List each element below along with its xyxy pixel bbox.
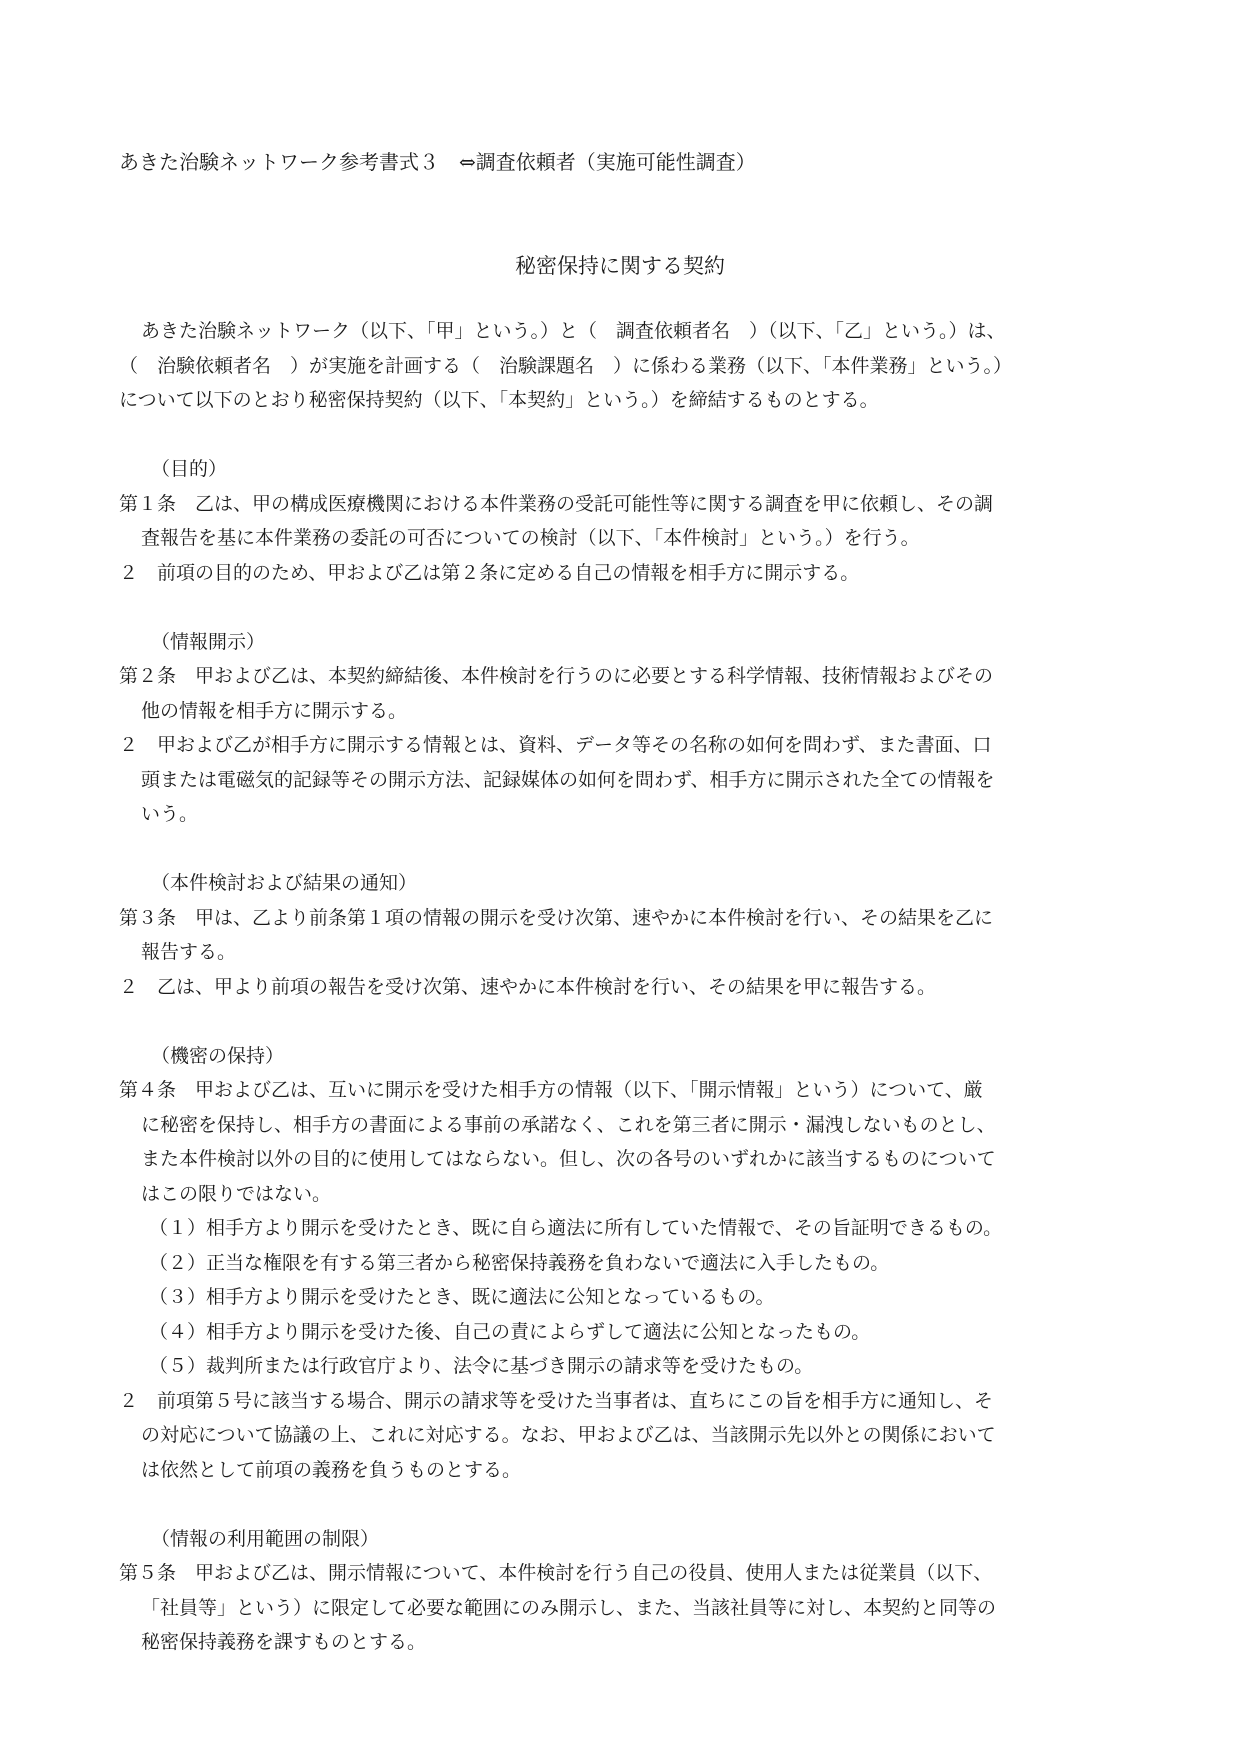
article-2 [119,625,1124,832]
article-subitem: （４）相手方より開示を受けた後、自己の責によらずして適法に公知となったもの。 [149,1320,871,1343]
article-heading: （情報開示） [151,630,266,653]
article-line: 他の情報を相手方に開示する。 [141,699,408,722]
article-line: ２ 乙は、甲より前項の報告を受け次第、速やかに本件検討を行い、その結果を甲に報告する。 [119,975,937,998]
form-reference-header: あきた治験ネットワーク参考書式３ ⇔調査依頼者（実施可能性調査） [119,150,756,174]
article-line: 第２条 甲および乙は、本契約締結後、本件検討を行うのに必要とする科学情報、技術情報およびその [119,665,994,687]
article-heading: （本件検討および結果の通知） [151,872,418,894]
article-1 [119,452,1124,590]
article-line: ２ 前項の目的のため、甲および乙は第２条に定める自己の情報を相手方に開示する。 [119,561,860,584]
article-line: に秘密を保持し、相手方の書面による事前の承諾なく、これを第三者に開示・漏洩しないものとし、 [141,1113,996,1136]
preamble-line: （ 治験依頼者名 ）が実施を計画する（ 治験課題名 ）に係わる業務（以下、「本件業務」という。） [119,354,1013,377]
spacer [119,1004,1124,1039]
article-line: 査報告を基に本件業務の委託の可否についての検討（以下、「本件検討」という。）を行う。 [141,527,920,549]
article-line: ２ 甲および乙が相手方に開示する情報とは、資料、データ等その名称の如何を問わず、また書面、口 [119,734,992,756]
article-line: 第５条 甲および乙は、開示情報について、本件検討を行う自己の役員、使用人または従業員（以下、 [119,1562,993,1584]
spacer [119,832,1124,867]
article-subitem: （１）相手方より開示を受けたとき、既に自ら適法に所有していた情報で、その旨証明できるもの。 [149,1217,1003,1239]
article-line: 報告する。 [141,941,237,963]
spacer [119,418,1124,453]
article-4 [119,1039,1124,1488]
article-subitem: （５）裁判所または行政官庁より、法令に基づき開示の請求等を受けたもの。 [149,1355,814,1377]
article-heading: （目的） [151,458,228,480]
article-line: 「社員等」という）に限定して必要な範囲にのみ開示し、また、当該社員等に対し、本契約と同等の [141,1596,997,1619]
article-heading: （機密の保持） [151,1044,285,1067]
spacer [119,1487,1124,1522]
article-line: 第３条 甲は、乙より前条第１項の情報の開示を受け次第、速やかに本件検討を行い、その結果を乙に [119,906,994,929]
article-line: は依然として前項の義務を負うものとする。 [141,1458,522,1481]
preamble-line: あきた治験ネットワーク（以下、「甲」という。）と（ 調査依頼者名 ）（以下、「乙」という。）は、 [141,320,1006,342]
article-line: 秘密保持義務を課すものとする。 [141,1631,427,1653]
article-line: 第１条 乙は、甲の構成医療機関における本件業務の受託可能性等に関する調査を甲に依頼し、その調 [119,492,994,515]
preamble-line: について以下のとおり秘密保持契約（以下、「本契約」という。）を締結するものとする。 [119,389,879,411]
article-subitem: （２）正当な権限を有する第三者から秘密保持義務を負わないで適法に入手したもの。 [149,1251,890,1274]
document-body [119,314,1124,1660]
document-title: 秘密保持に関する契約 [515,254,725,278]
article-5 [119,1522,1124,1660]
article-line: いう。 [141,803,199,825]
article-line: はこの限りではない。 [141,1182,332,1205]
article-line: 第４条 甲および乙は、互いに開示を受けた相手方の情報（以下、「開示情報」という）について、厳 [119,1079,983,1101]
article-heading: （情報の利用範囲の制限） [151,1527,380,1550]
spacer [119,590,1124,625]
article-subitem: （３）相手方より開示を受けたとき、既に適法に公知となっているもの。 [149,1286,775,1308]
article-line: また本件検討以外の目的に使用してはならない。但し、次の各号のいずれかに該当するものについて [141,1148,996,1170]
article-3 [119,866,1124,1004]
article-line: 頭または電磁気的記録等その開示方法、記録媒体の如何を問わず、相手方に開示された全ての情報を [141,768,995,791]
article-line: の対応について協議の上、これに対応する。なお、甲および乙は、当該開示先以外との関係において [141,1424,996,1446]
article-line: ２ 前項第５号に該当する場合、開示の請求等を受けた当事者は、直ちにこの旨を相手方に通知し、そ [119,1389,994,1412]
